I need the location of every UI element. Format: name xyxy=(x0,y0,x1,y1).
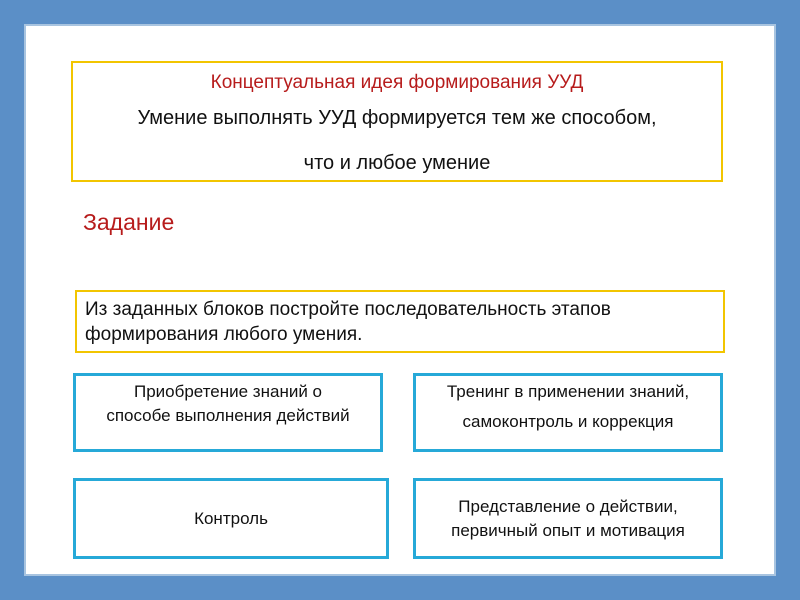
task-instruction-line2: формирования любого умения. xyxy=(85,324,363,345)
concept-title: Концептуальная идея формирования УУД xyxy=(210,72,584,93)
block-line: Тренинг в применении знаний, xyxy=(446,382,690,401)
block-control[interactable] xyxy=(73,478,389,559)
block-line: Приобретение знаний о xyxy=(133,382,322,401)
concept-box xyxy=(71,61,723,182)
block-line: самоконтроль и коррекция xyxy=(462,412,674,431)
block-line: первичный опыт и мотивация xyxy=(451,520,685,540)
concept-statement-line1: Умение выполнять УУД формируется тем же способом, xyxy=(137,107,657,129)
task-heading: Задание xyxy=(83,209,175,235)
block-line: Представление о действии, xyxy=(458,496,678,516)
block-action-representation[interactable] xyxy=(413,478,723,559)
block-knowledge-acquisition[interactable] xyxy=(73,373,383,452)
block-line: способе выполнения действий xyxy=(106,406,350,425)
task-instruction-line1: Из заданных блоков постройте последовательность этапов xyxy=(85,299,611,320)
block-line: Контроль xyxy=(194,508,268,528)
concept-statement-line2: что и любое умение xyxy=(303,152,491,174)
block-training-self-control[interactable] xyxy=(413,373,723,452)
task-instruction-box xyxy=(75,290,725,353)
